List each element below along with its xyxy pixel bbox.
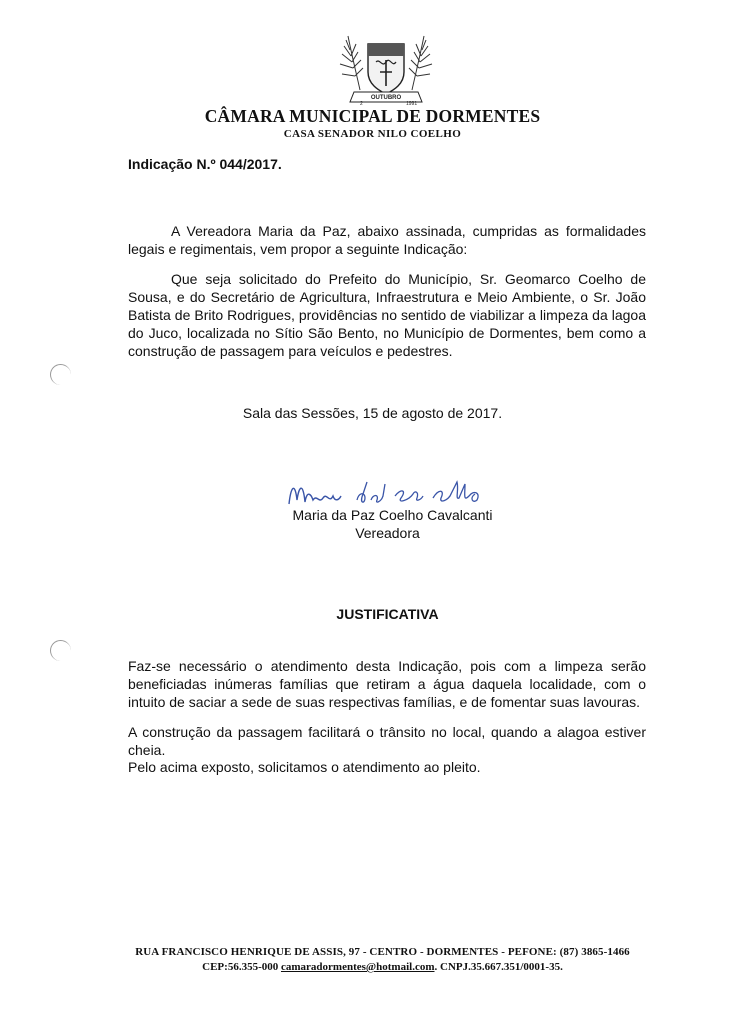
signer-name: Maria da Paz Coelho Cavalcanti — [292, 507, 493, 523]
punch-hole-mark — [50, 640, 71, 661]
footer-cep: CEP:56.355-000 — [202, 961, 279, 973]
request-paragraph: Que seja solicitado do Prefeito do Município, Sr. Geomarco Coelho de Sousa, e do Secretário de Agricultura, Infraestrutura e Meio Ambiente, o Sr. João Batista de Brito Rodrigues, providências no sentido de viabilizar a limpeza da lagoa do Juco, localizada no Sítio São Bento, no Município de Dormentes, bem como a construção de passagem para veículos e pedestres. — [128, 271, 646, 359]
indicacao-number: Indicação N.º 044/2017. — [128, 156, 282, 172]
justificativa-paragraph-3: Pelo acima exposto, solicitamos o atendimento ao pleito. — [128, 759, 481, 775]
justificativa-heading: JUSTIFICATIVA — [336, 606, 439, 622]
signer-role: Vereadora — [355, 525, 420, 541]
session-date: Sala das Sessões, 15 de agosto de 2017. — [242, 405, 503, 421]
footer-email-link[interactable]: camaradormentes@hotmail.com — [280, 961, 435, 973]
crest-banner-text: OUTUBRO — [370, 95, 402, 101]
punch-hole-mark — [50, 364, 71, 385]
institution-title: CÂMARA MUNICIPAL DE DORMENTES — [204, 106, 541, 126]
footer-cnpj: . CNPJ.35.667.351/0001-35. — [434, 961, 563, 973]
footer-address: RUA FRANCISCO HENRIQUE DE ASSIS, 97 - CENTRO - DORMENTES - PEFONE: (87) 3865-1466 — [135, 946, 630, 958]
crest-year-right: 1991 — [406, 101, 418, 106]
intro-paragraph: A Vereadora Maria da Paz, abaixo assinada, cumpridas as formalidades legais e regimentais, vem propor a seguinte Indicação: — [128, 223, 646, 257]
justificativa-paragraph-2: A construção da passagem facilitará o trânsito no local, quando a alagoa estiver cheia. — [128, 724, 646, 758]
coat-of-arms-icon — [330, 32, 442, 106]
footer-contact — [0, 961, 745, 973]
justificativa-paragraph-1: Faz-se necessário o atendimento desta Indicação, pois com a limpeza serão beneficiadas inúmeras famílias que retiram a água daquela localidade, com o intuito de saciar a sede de suas respectivas famílias, e de fomentar suas lavouras. — [128, 658, 646, 710]
institution-subtitle: CASA SENADOR NILO COELHO — [283, 128, 462, 140]
crest-year-left: 2 — [360, 101, 363, 106]
